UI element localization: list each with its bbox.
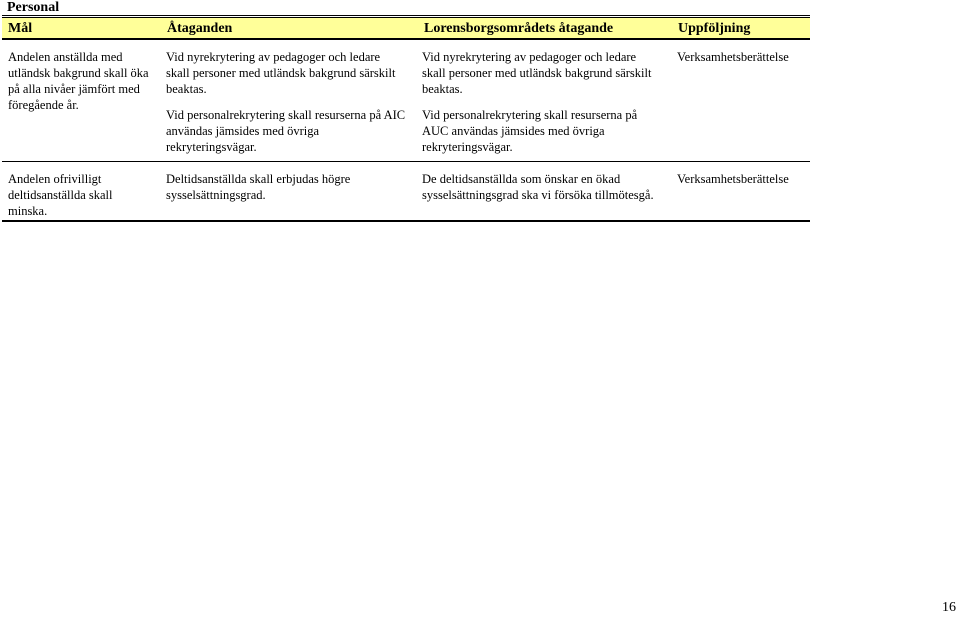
cell-uppfoljning: Verksamhetsberättelse: [677, 50, 789, 64]
cell-paragraph: De deltidsanställda som önskar en ökad sysselsättningsgrad ska vi försöka tillmötesgå.: [422, 172, 654, 202]
cell-paragraph: Vid personalrekrytering skall resurserna på AUC användas jämsides med övriga rekryteringsvägar.: [422, 108, 638, 154]
cell-lorensborg: [422, 171, 662, 213]
header-mal: Mål: [8, 21, 33, 36]
cell-mal: Andelen anställda med utländsk bakgrund skall öka på alla nivåer jämfört med föregående år.: [8, 50, 149, 112]
cell-paragraph: Deltidsanställda skall erbjudas högre sysselsättningsgrad.: [166, 172, 351, 202]
table-row: [2, 40, 810, 162]
header-ataganden: Åtaganden: [167, 21, 233, 36]
section-title: Personal: [2, 0, 810, 16]
cell-lorensborg: [422, 49, 662, 165]
cell-mal: Andelen ofrivilligt deltidsanställda skall minska.: [8, 172, 113, 218]
cell-paragraph: Vid nyrekrytering av pedagoger och ledare skall personer med utländsk bakgrund särskilt beaktas.: [422, 50, 652, 96]
cell-paragraph: Vid nyrekrytering av pedagoger och ledare skall personer med utländsk bakgrund särskilt beaktas.: [166, 50, 396, 96]
goals-table: [2, 17, 810, 222]
page-number: 16: [942, 600, 956, 615]
header-uppfoljning: Uppföljning: [678, 21, 751, 36]
cell-paragraph: Vid personalrekrytering skall resurserna på AIC användas jämsides med övriga rekryteringsvägar.: [166, 108, 406, 154]
cell-ataganden: [166, 171, 406, 213]
header-lorensborg: Lorensborgsområdets åtagande: [424, 21, 614, 36]
cell-ataganden: [166, 49, 406, 165]
cell-uppfoljning: Verksamhetsberättelse: [677, 172, 789, 186]
table-header-row: [2, 17, 810, 40]
table-row: [2, 162, 810, 220]
